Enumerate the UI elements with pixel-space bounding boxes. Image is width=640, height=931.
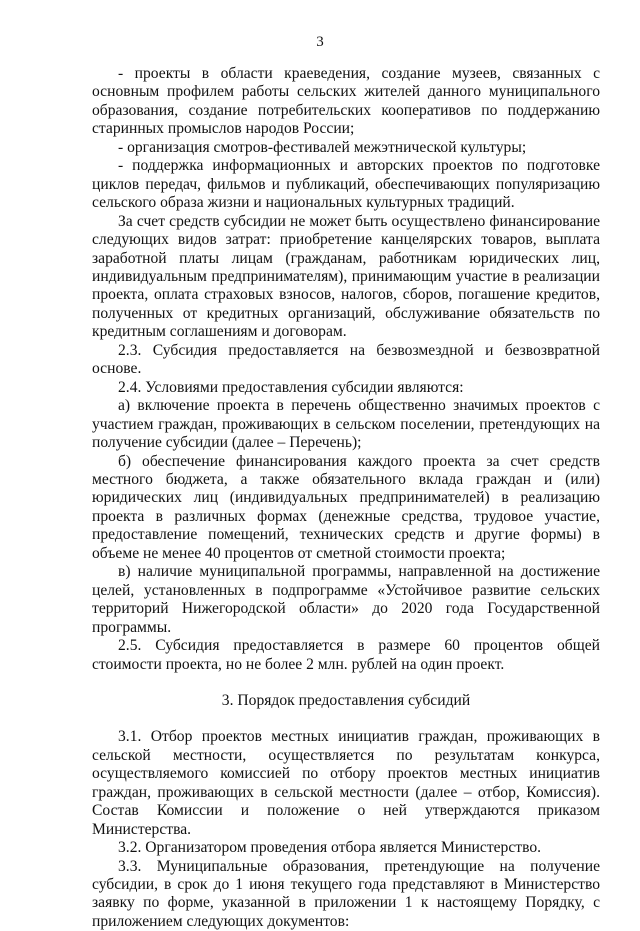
paragraph: 3.1. Отбор проектов местных инициатив граждан, проживающих в сельской местности, осуществляется по результатам конкурса, осуществляемого комиссией по отбору проектов местных инициатив граждан, проживающих в сельской местности (далее – отбор, Комиссия). Состав Комиссии и положение о ней утверждаются приказом Министерства. xyxy=(92,728,600,838)
paragraph: в) наличие муниципальной программы, направленной на достижение целей, установленных в подпрограмме «Устойчивое развитие сельских территорий Нижегородской области» до 2020 года Государственной программы. xyxy=(92,563,600,636)
paragraph: - проекты в области краеведения, создание музеев, связанных с основным профилем работы сельских жителей данного муниципального образования, создание потребительских кооперативов по поддержанию старинных промыслов народов России; xyxy=(92,65,600,138)
paragraph: 2.4. Условиями предоставления субсидии являются: xyxy=(118,378,464,396)
paragraph: - поддержка информационных и авторских проектов по подготовке циклов передач, фильмов и публикаций, обеспечивающих популяризацию сельского образа жизни и национальных культурных традиций. xyxy=(92,157,600,212)
spacer xyxy=(92,710,600,728)
paragraph: 3.3. Муниципальные образования, претендующие на получение субсидии, в срок до 1 июня текущего года представляют в Министерство заявку по форме, указанной в приложении 1 к настоящему Порядку, с приложением следующих документов: xyxy=(92,857,600,930)
page-number: 3 xyxy=(316,34,324,50)
spacer xyxy=(92,674,600,692)
section-heading: 3. Порядок предоставления субсидий xyxy=(221,691,471,709)
paragraph: 2.3. Субсидия предоставляется на безвозмездной и безвозвратной основе. xyxy=(92,341,600,378)
paragraph: 2.5. Субсидия предоставляется в размере 60 процентов общей стоимости проекта, но не более 2 млн. рублей на один проект. xyxy=(92,637,600,673)
document-body xyxy=(92,65,600,931)
paragraph: - организация смотров-фестивалей межэтнической культуры; xyxy=(118,138,527,156)
paragraph: За счет средств субсидии не может быть осуществлено финансирование следующих видов затрат: приобретение канцелярских товаров, выплата заработной платы лицам (гражданам, работникам юридических лиц, индивидуальным предпринимателям), принимающим участие в реализации проекта, оплата страховых взносов, налогов, сборов, погашение кредитов, полученных от кредитных организаций, обслуживание обязательств по кредитным соглашениям и договорам. xyxy=(92,212,600,341)
paragraph: а) включение проекта в перечень общественно значимых проектов с участием граждан, проживающих в сельском поселении, претендующих на получение субсидии (далее – Перечень); xyxy=(92,397,600,452)
paragraph: б) обеспечение финансирования каждого проекта за счет средств местного бюджета, а также обязательного вклада граждан и (или) юридических лиц (индивидуальных предпринимателей) в реализацию проекта в различных формах (денежные средства, трудовое участие, предоставление помещений, технических средств и другие формы) в объеме не менее 40 процентов от сметной стоимости проекта; xyxy=(92,452,600,562)
paragraph: 3.2. Организатором проведения отбора является Министерство. xyxy=(118,839,542,857)
